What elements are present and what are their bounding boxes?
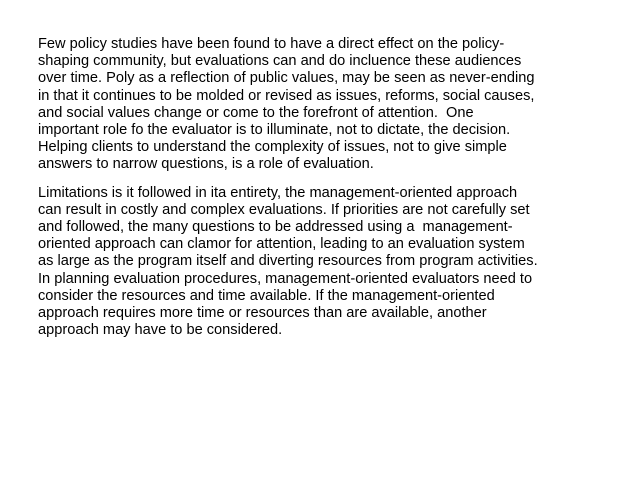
text-line: and followed, the many questions to be addressed using a management- xyxy=(38,219,513,236)
text-line: oriented approach can clamor for attention, leading to an evaluation system xyxy=(38,236,525,253)
text-line: as large as the program itself and diverting resources from program activities. xyxy=(38,253,538,270)
text-line: In planning evaluation procedures, management-oriented evaluators need to xyxy=(38,270,533,287)
text-line: Limitations is it followed in ita entirety, the management-oriented approach xyxy=(38,184,518,201)
text-line: consider the resources and time available. If the management-oriented xyxy=(38,287,495,304)
text-line: approach may have to be considered. xyxy=(38,322,283,339)
slide-body xyxy=(38,36,608,339)
text-line: can result in costly and complex evaluations. If priorities are not carefully set xyxy=(38,201,530,218)
paragraph-limitations xyxy=(38,185,608,340)
text-line: Helping clients to understand the complexity of issues, not to give simple xyxy=(38,139,507,156)
paragraph-policy-influence xyxy=(38,36,608,174)
text-line: Few policy studies have been found to have a direct effect on the policy- xyxy=(38,36,505,52)
text-line: over time. Poly as a reflection of public values, may be seen as never-ending xyxy=(38,70,535,87)
text-line: shaping community, but evaluations can and do incluence these audiences xyxy=(38,53,522,70)
text-line: answers to narrow questions, is a role of evaluation. xyxy=(38,156,374,173)
text-line: and social values change or come to the forefront of attention. One xyxy=(38,104,474,121)
text-line: important role fo the evaluator is to illuminate, not to dictate, the decision. xyxy=(38,122,511,139)
text-line: approach requires more time or resources than are available, another xyxy=(38,305,487,322)
text-line: in that it continues to be molded or revised as issues, reforms, social causes, xyxy=(38,87,535,104)
